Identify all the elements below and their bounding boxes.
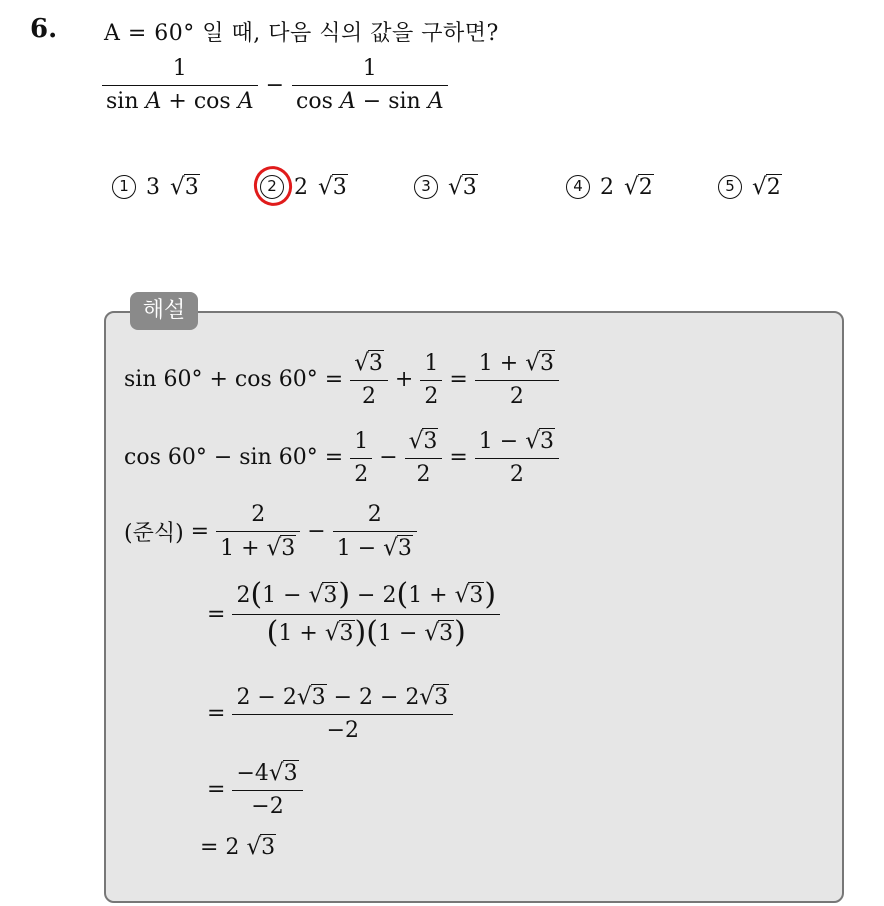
choice-4-coefficient: 2 — [600, 174, 614, 200]
solution-line-6 — [200, 760, 303, 819]
equals-sign: = — [190, 519, 210, 544]
choice-2-sqrt: √ 3 — [318, 174, 347, 200]
final-answer-prefix: = 2 — [200, 834, 240, 860]
line-6-frac: −4 √ 3 −2 — [232, 760, 302, 819]
line-1-frac-a: √ 3 2 — [350, 350, 388, 409]
fraction-2-numerator: 1 — [362, 56, 377, 81]
choice-3-sqrt: √ 3 — [448, 174, 477, 200]
equals-sign: = — [207, 701, 226, 726]
solution-line-5 — [200, 684, 453, 743]
line-3-frac-b: 2 1 − √ 3 — [333, 502, 417, 561]
choice-4-number: 4 — [566, 175, 590, 199]
solution-line-7 — [200, 834, 276, 860]
line-1-frac-b: $\frac{1}{2}$ — [420, 351, 442, 409]
line-3-frac-a: 2 1 + √ 3 — [216, 502, 300, 561]
line-2-frac-b: √ 3 2 — [405, 428, 443, 487]
line-2-frac-c: 1 − √ 3 2 — [475, 428, 559, 487]
question-text: A = 60° 일 때, 다음 식의 값을 구하면? — [104, 21, 499, 46]
choice-2-coefficient: 2 — [294, 174, 308, 200]
minus-sign: − — [307, 519, 326, 544]
line-2-frac-a: $\frac{1}{2}$ — [350, 429, 372, 487]
line-3-lhs: (준식) — [124, 521, 184, 546]
fraction-1-denominator: sin A + cos A — [106, 89, 254, 114]
question-expression — [102, 56, 448, 114]
equals-sign: = — [449, 445, 468, 470]
choice-4[interactable] — [566, 174, 654, 200]
fraction-1 — [102, 56, 258, 114]
minus-sign: − — [379, 445, 398, 470]
selected-answer-circle — [249, 161, 298, 211]
line-2-lhs: cos 60° − sin 60° — [124, 445, 318, 470]
solution-tag: 해설 — [130, 292, 198, 330]
equals-sign: = — [207, 601, 226, 627]
equals-sign: = — [449, 367, 468, 392]
choice-1-coefficient: 3 — [146, 174, 160, 200]
choice-5-number: 5 — [718, 175, 742, 199]
choice-5[interactable] — [718, 174, 782, 200]
plus-sign: + — [394, 367, 414, 392]
fraction-2-denominator: cos A − sin A — [296, 89, 444, 114]
choice-2-number: 2 — [260, 175, 284, 199]
choice-5-sqrt: √ 2 — [752, 174, 781, 200]
question-number: 6. — [30, 14, 58, 44]
fraction-2 — [292, 56, 448, 114]
line-1-frac-c: 1 + √ 3 2 — [475, 350, 559, 409]
line-5-frac: 2 − 2 √ 3 − 2 − 2 √ 3 −2 — [232, 684, 453, 743]
choice-1-number: 1 — [112, 175, 136, 199]
solution-line-2 — [124, 428, 559, 487]
fraction-1-numerator: 1 — [172, 56, 187, 81]
choice-4-sqrt: √ 2 — [624, 174, 653, 200]
equals-sign: = — [324, 445, 344, 470]
solution-line-3 — [124, 502, 417, 561]
line-4-frac: 2 ( 1 − √ 3 ) − 2 ( 1 + √ 3 ) ( 1 + √ 3 ) ( 1 − √ 3 ) — [232, 580, 500, 648]
equals-sign: = — [324, 367, 344, 392]
final-answer-sqrt: √ 3 — [246, 834, 276, 860]
choice-3[interactable] — [414, 174, 478, 200]
choice-1-sqrt: √ 3 — [170, 174, 199, 200]
solution-line-4 — [200, 577, 500, 650]
solution-line-1 — [124, 350, 559, 409]
equals-sign: = — [207, 777, 226, 802]
minus-sign: − — [265, 72, 285, 98]
choice-2[interactable] — [260, 174, 348, 200]
choice-3-number: 3 — [414, 175, 438, 199]
line-1-lhs: sin 60° + cos 60° — [124, 367, 318, 392]
choice-1[interactable] — [112, 174, 200, 200]
